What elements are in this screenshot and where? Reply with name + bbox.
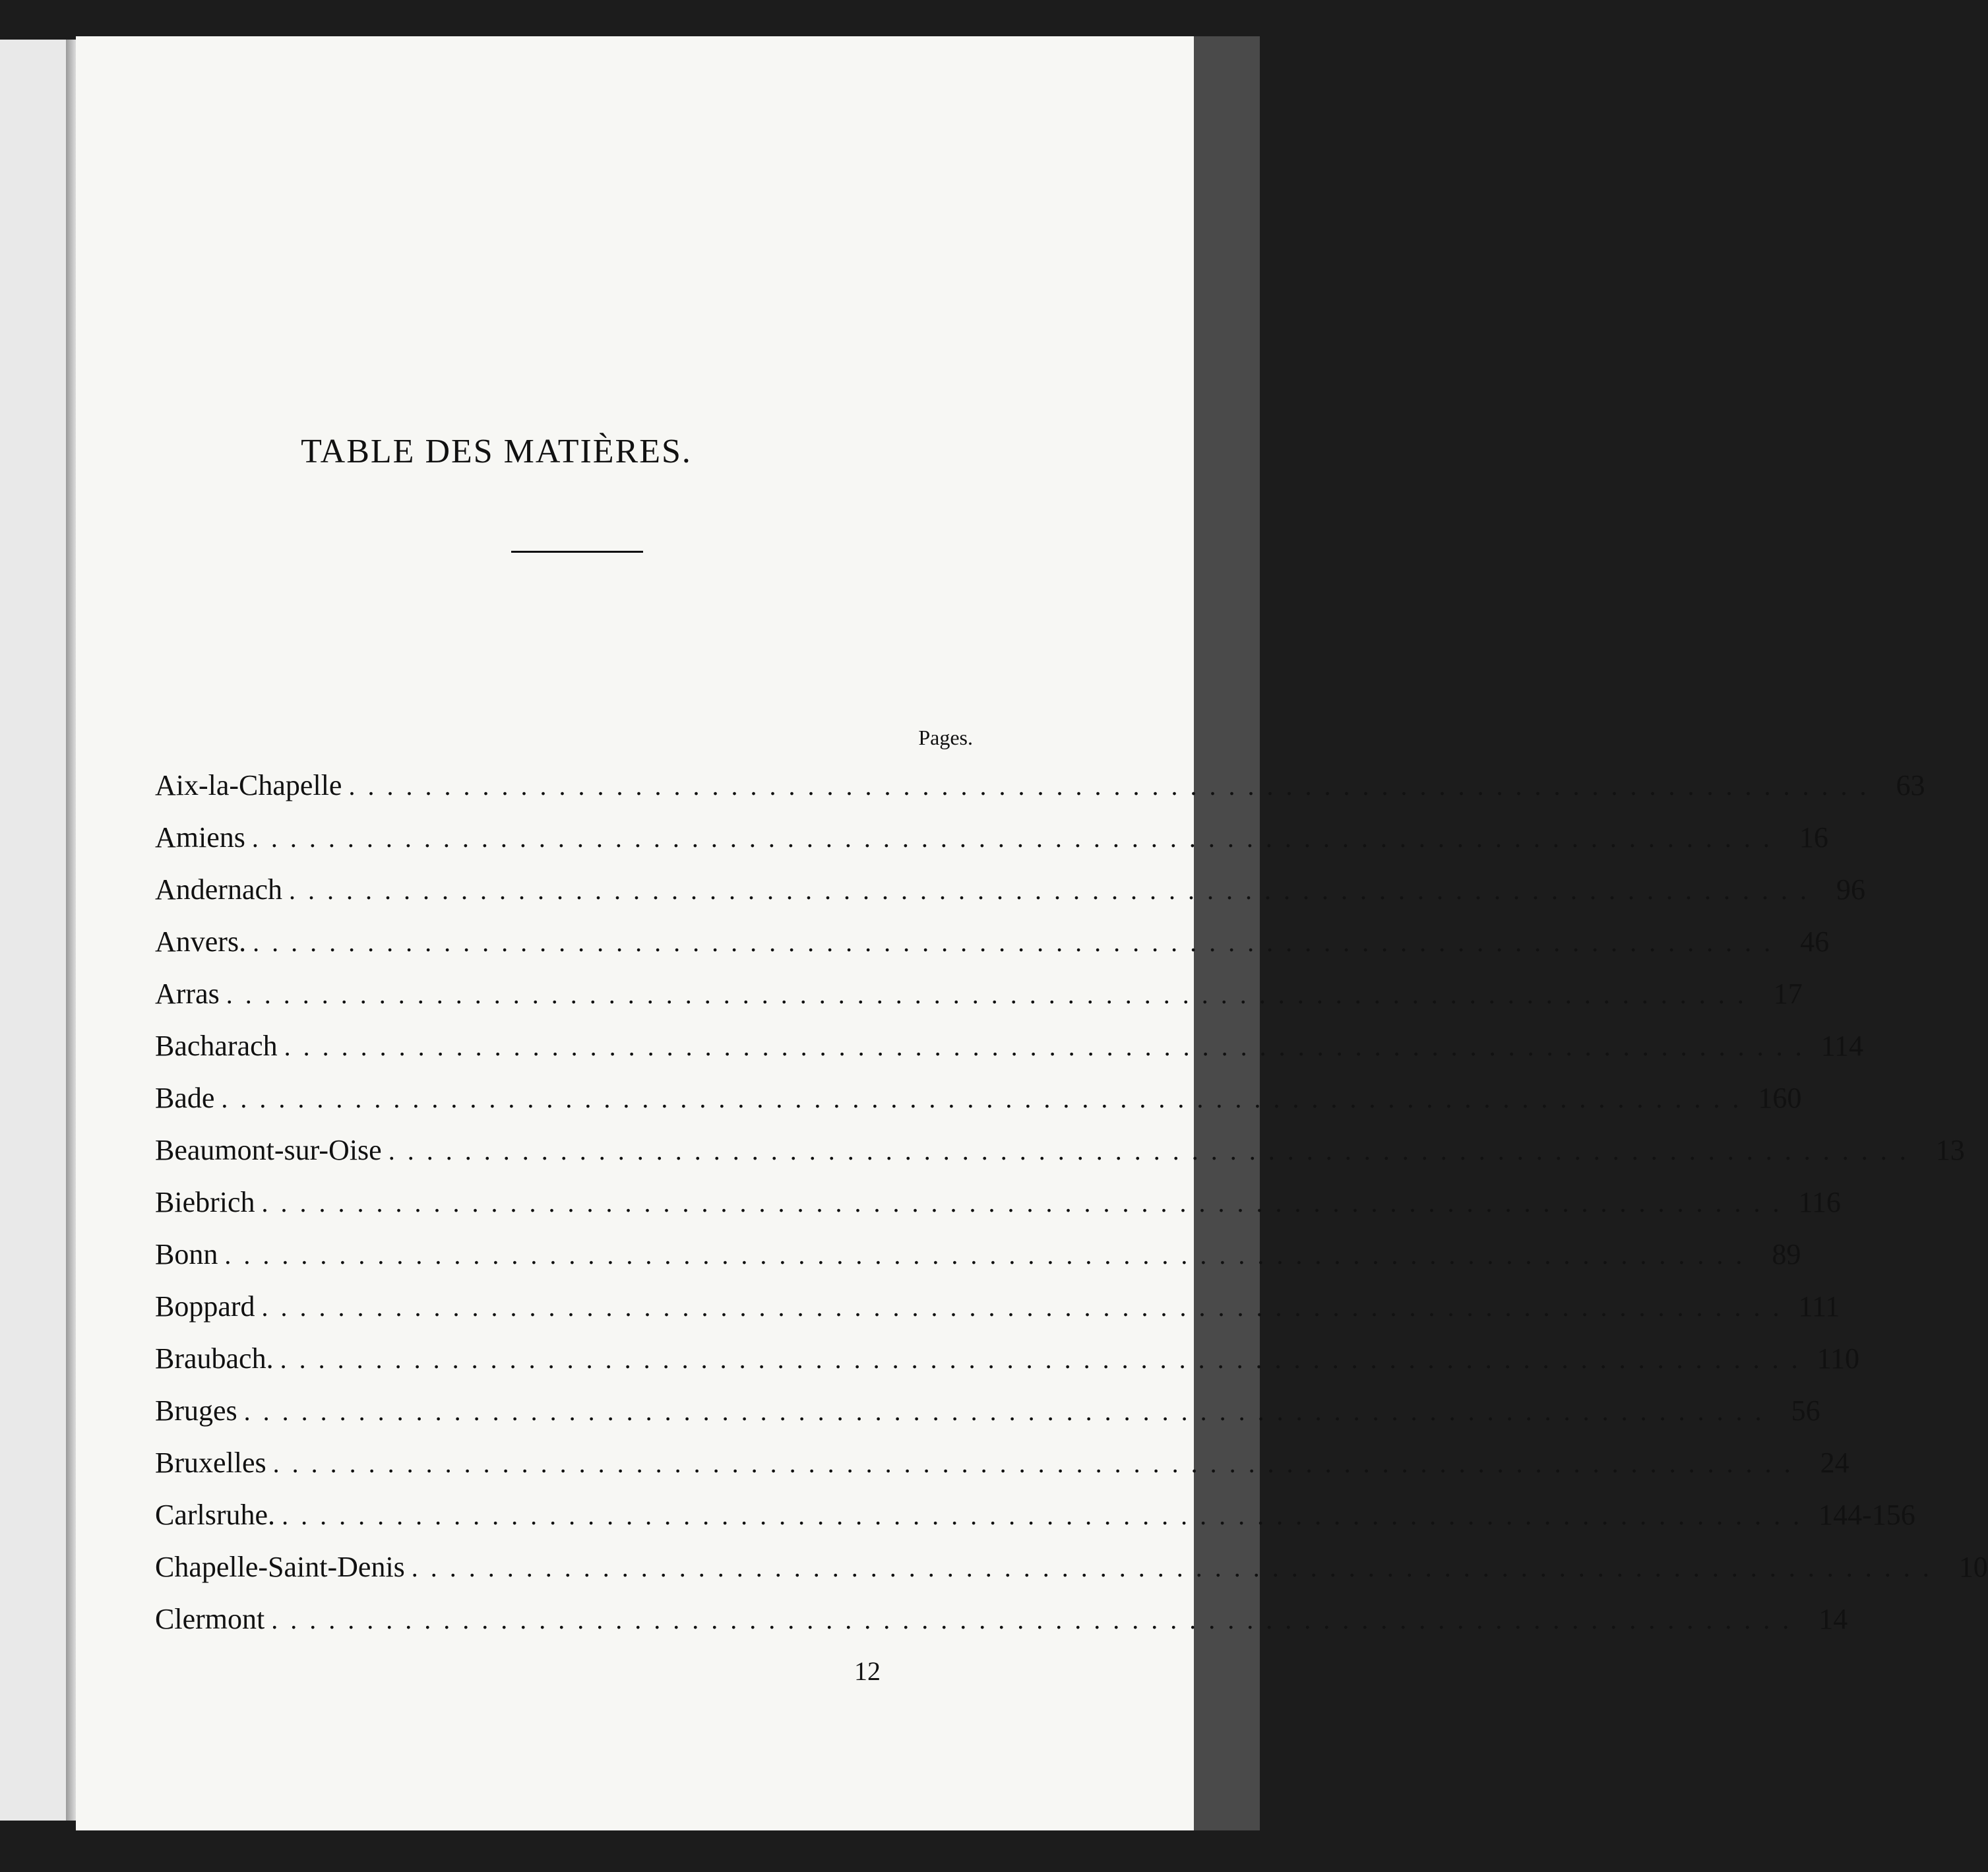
toc-entry	[155, 1446, 1849, 1498]
dot-leader: ................................................................................	[272, 1449, 1803, 1478]
toc-entry-page: 10	[1958, 1551, 1988, 1583]
toc-entry-page: 110	[1817, 1342, 1859, 1375]
toc-entry-name: Bonn	[155, 1238, 218, 1270]
dot-leader: ................................................................................	[282, 1501, 1813, 1530]
toc-entry	[155, 1290, 1840, 1342]
book-page	[76, 36, 1988, 1830]
toc-entry	[155, 977, 1803, 1029]
page-title: TABLE DES MATIÈRES.	[301, 433, 692, 470]
toc-entry-name: Arras	[155, 978, 220, 1010]
toc-entry	[155, 821, 1828, 873]
toc-entry	[155, 1342, 1859, 1394]
dot-leader: ................................................................................	[388, 1136, 1919, 1166]
facing-page-edge	[0, 40, 75, 1821]
toc-entry-page: 13	[1935, 1134, 1965, 1166]
dot-leader: ................................................................................	[348, 771, 1879, 801]
toc-entry	[155, 768, 1925, 821]
toc-entry-name: Aix-la-Chapelle	[155, 769, 342, 801]
dot-leader: ................................................................................	[284, 1032, 1815, 1061]
toc-entry	[155, 1029, 1864, 1081]
toc-entry-page: 63	[1896, 769, 1925, 801]
page-number: 12	[854, 1656, 881, 1686]
dot-leader: ................................................................................	[243, 1396, 1774, 1426]
toc-entry-name: Amiens	[155, 821, 245, 854]
toc-entry-page: 56	[1791, 1394, 1820, 1427]
toc-entry-name: Bruges	[155, 1394, 237, 1427]
toc-entry-name: Bruxelles	[155, 1447, 266, 1479]
toc-entry-page: 114	[1820, 1030, 1864, 1062]
toc-entry	[155, 1550, 1988, 1602]
title-rule	[511, 551, 643, 553]
dot-leader: ................................................................................	[261, 1292, 1792, 1322]
toc-entry-name: Bacharach	[155, 1030, 278, 1062]
toc-entry-page: 24	[1820, 1447, 1849, 1479]
toc-entry	[155, 1133, 1965, 1185]
toc-entry-name: Braubach.	[155, 1342, 274, 1375]
toc-entry	[155, 1498, 1915, 1550]
toc-entry	[155, 1081, 1802, 1133]
toc-entry-name: Boppard	[155, 1290, 255, 1323]
toc-entry-name: Beaumont-sur-Oise	[155, 1134, 382, 1166]
dot-leader: ................................................................................	[289, 875, 1820, 905]
toc-entry-name: Anvers.	[155, 925, 247, 958]
toc-entry-page: 16	[1799, 821, 1828, 854]
dot-leader: ................................................................................	[221, 1084, 1752, 1113]
toc-entry-name: Biebrich	[155, 1186, 255, 1218]
toc-entry-page: 96	[1836, 873, 1866, 906]
toc-entry-page: 160	[1758, 1082, 1802, 1114]
toc-entry-page: 14	[1818, 1603, 1848, 1635]
pages-column-header: Pages.	[918, 726, 973, 749]
dot-leader: ................................................................................	[411, 1553, 1942, 1582]
dot-leader: ................................................................................	[251, 823, 1782, 853]
toc-entry-page: 144-156	[1818, 1499, 1915, 1531]
toc-entry	[155, 873, 1866, 925]
dot-leader: ................................................................................	[226, 980, 1756, 1009]
toc-entry-page: 17	[1773, 978, 1803, 1010]
toc-entry	[155, 1394, 1820, 1446]
dot-leader: ................................................................................	[280, 1344, 1811, 1374]
toc-entry-page: 46	[1800, 925, 1830, 958]
toc-entry	[155, 1237, 1801, 1290]
dot-leader: ................................................................................	[271, 1605, 1802, 1635]
toc-entry-name: Clermont	[155, 1603, 265, 1635]
toc-entry	[155, 925, 1830, 977]
dot-leader: ................................................................................	[261, 1188, 1792, 1218]
toc-entry-name: Andernach	[155, 873, 283, 906]
toc-entry	[155, 1185, 1841, 1237]
toc-entry	[155, 1602, 1848, 1654]
toc-entry-page: 116	[1798, 1186, 1841, 1218]
toc-entry-name: Chapelle-Saint-Denis	[155, 1551, 405, 1583]
dot-leader: ................................................................................	[253, 927, 1784, 957]
toc-entry-page: 89	[1772, 1238, 1801, 1270]
toc-entry-page: 111	[1798, 1290, 1840, 1323]
toc-entry-name: Bade	[155, 1082, 215, 1114]
toc-entry-name: Carlsruhe.	[155, 1499, 276, 1531]
toc-list	[155, 768, 1988, 1654]
dot-leader: ................................................................................	[224, 1240, 1755, 1270]
